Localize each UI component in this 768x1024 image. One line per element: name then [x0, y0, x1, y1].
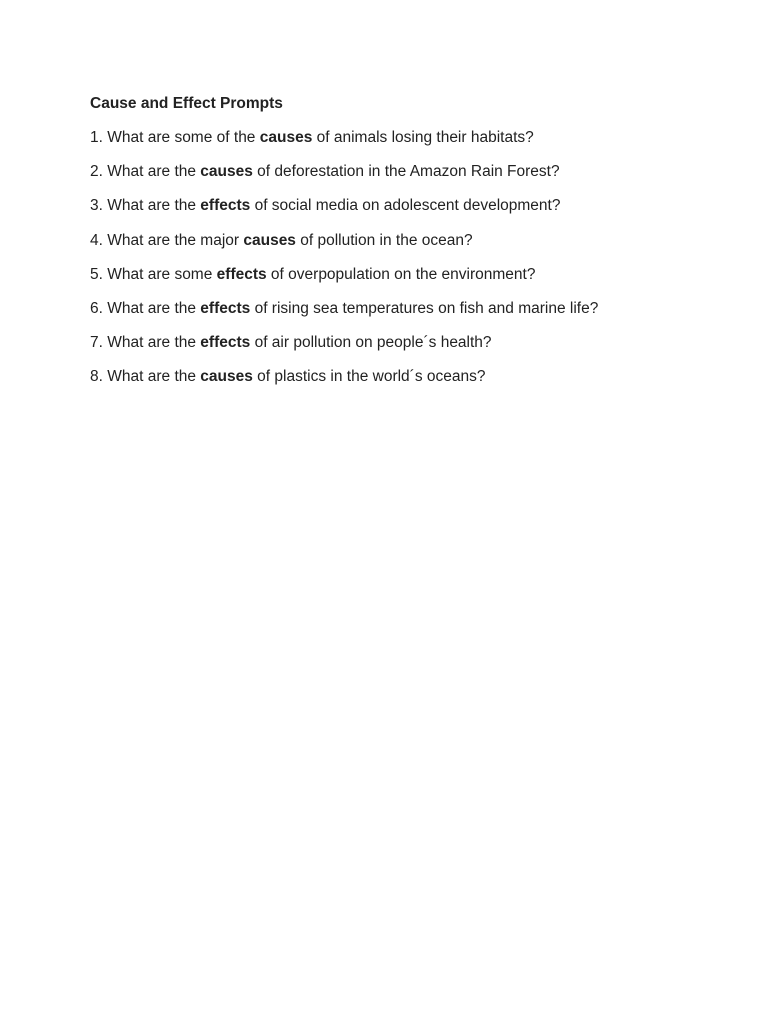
prompt-text-after: of rising sea temperatures on fish and marine life? [250, 299, 599, 317]
prompt-text-before: What are the [107, 197, 201, 215]
prompt-text-before: What are the [107, 163, 201, 181]
prompt-number: 8. [90, 368, 103, 386]
prompt-text-before: What are the major [107, 231, 244, 249]
prompt-text-after: of pollution in the ocean? [295, 231, 473, 249]
prompt-text-after: of deforestation in the Amazon Rain Forest? [252, 163, 560, 181]
prompt-keyword: effects [200, 334, 251, 352]
prompt-keyword: effects [200, 197, 251, 215]
prompt-number: 5. [90, 265, 103, 283]
prompt-list [90, 128, 598, 402]
prompt-number: 1. [90, 129, 103, 146]
prompt-text-before: What are the [107, 299, 201, 317]
prompt-text-before: What are some of the [107, 129, 260, 146]
prompt-keyword: effects [200, 299, 251, 317]
document-title: Cause and Effect Prompts [90, 95, 283, 112]
prompt-number: 2. [90, 163, 103, 181]
prompt-text-before: What are the [107, 334, 201, 352]
prompt-keyword: effects [216, 265, 267, 283]
prompt-item-3 [90, 196, 598, 230]
prompt-item-4 [90, 231, 598, 265]
prompt-text-before: What are the [107, 368, 201, 386]
prompt-keyword: causes [200, 368, 253, 386]
prompt-text-after: of air pollution on people´s health? [250, 334, 492, 352]
prompt-item-1 [90, 128, 598, 162]
prompt-number: 3. [90, 197, 103, 215]
prompt-keyword: causes [243, 231, 296, 249]
prompt-keyword: causes [200, 163, 253, 181]
prompt-item-8 [90, 367, 598, 401]
prompt-text-after: of social media on adolescent development? [250, 197, 561, 215]
prompt-text-before: What are some [107, 265, 217, 283]
prompt-text-after: of animals losing their habitats? [312, 129, 534, 146]
prompt-text-after: of overpopulation on the environment? [266, 265, 536, 283]
prompt-number: 4. [90, 231, 103, 249]
prompt-keyword: causes [259, 129, 313, 146]
prompt-item-5 [90, 265, 598, 299]
prompt-item-2 [90, 162, 598, 196]
prompt-text-after: of plastics in the world´s oceans? [252, 368, 486, 386]
prompt-number: 7. [90, 334, 103, 352]
prompt-item-7 [90, 333, 598, 367]
prompt-item-6 [90, 299, 598, 333]
prompt-number: 6. [90, 299, 103, 317]
